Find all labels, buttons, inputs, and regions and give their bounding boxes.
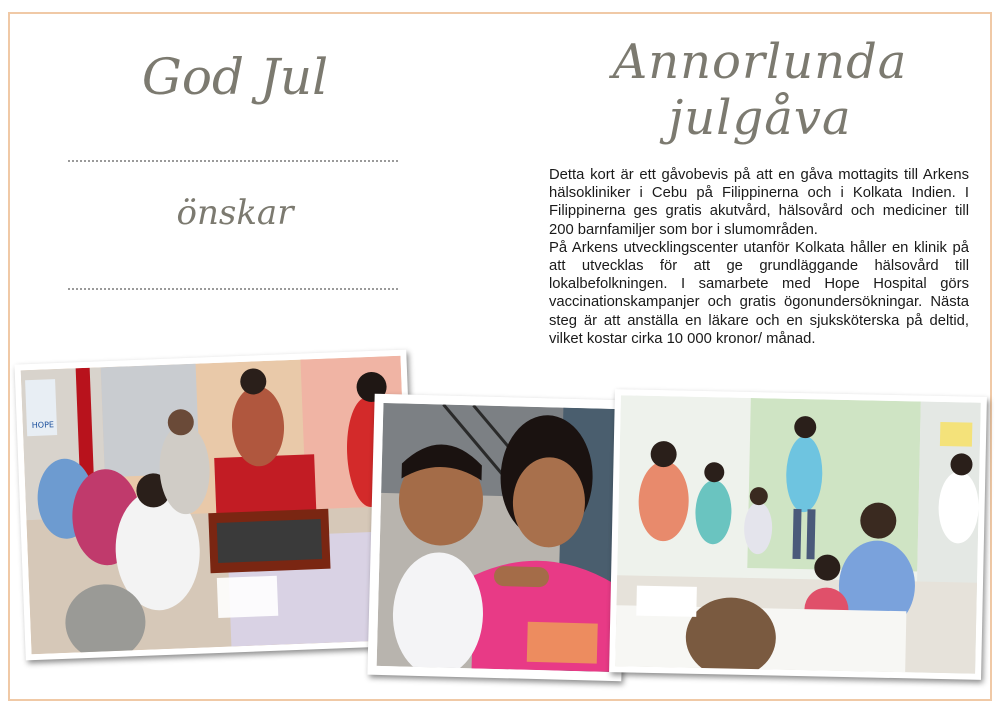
- mother-child-photo: [367, 394, 628, 682]
- gift-description: [549, 166, 969, 348]
- description-paragraph-2: På Arkens utvecklingscenter utanför Kolkata håller en klinik på att utvecklas för att ge grundläggande hälsovård till lokalbefolkningen. I samarbete med Hope Hospital görs vaccinationskampanjer och gratis ögonundersökningar. Nästa steg är att anställa en läkare och en sjuksköterska på deltid, vilket kostar cirka 10 000 kronor/ månad.: [549, 239, 969, 347]
- mother-child-photo-image: [377, 403, 620, 672]
- name-line-top: [68, 160, 398, 162]
- waiting-room-photo-image: [615, 395, 981, 673]
- headline-line-1: Annorlunda: [612, 34, 908, 90]
- headline: [560, 34, 960, 146]
- wall-sign: HOPE: [31, 420, 55, 431]
- headline-line-2: julgåva: [668, 90, 852, 146]
- name-line-bottom: [68, 288, 398, 290]
- clinic-photo-image: [21, 356, 412, 654]
- waiting-room-photo: [609, 389, 987, 680]
- description-paragraph-1: Detta kort är ett gåvobevis på att en gåva mottagits till Arkens hälsokliniker i Cebu på Filippinerna och i Kolkata Indien. I Filippinerna ges gratis akutvård, hälsovård och mediciner till 200 barnfamiljer som bor i slumområden.: [549, 167, 969, 238]
- greeting-title: God Jul: [141, 48, 329, 106]
- clinic-photo: [14, 350, 417, 661]
- greeting-subtitle: önskar: [176, 193, 294, 233]
